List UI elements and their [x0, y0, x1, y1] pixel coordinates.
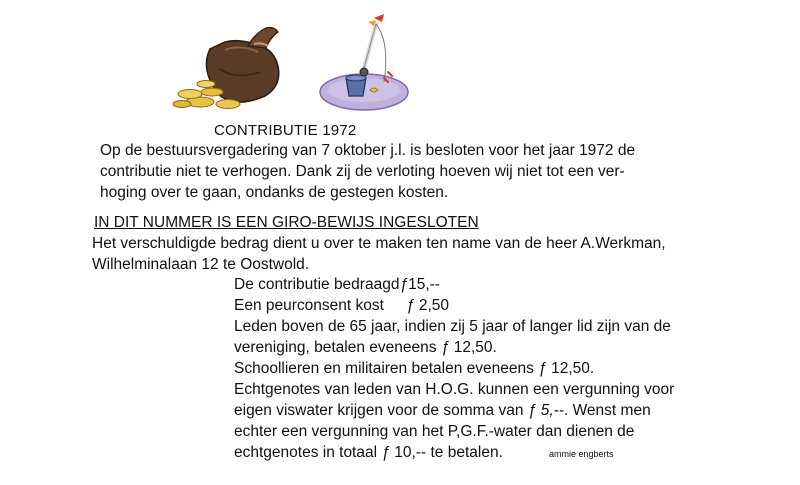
intro-line-3: hoging over te gaan, ondanks de gestegen kosten.: [100, 184, 449, 201]
fee-spouses-rest: . Wenst men: [563, 402, 651, 419]
fee-students-label: Schoollieren en militairen betalen eveneens: [234, 360, 534, 377]
author-credit: ammie engberts: [549, 449, 614, 459]
fishing-rod-in-bucket-icon: [318, 12, 410, 114]
fee-seniors-label: vereniging, betalen eveneens: [234, 339, 437, 356]
fee-spouses-line-4: [234, 443, 503, 463]
fee-junior-label: Een peurconsent kost: [234, 297, 384, 314]
fee-spouses-amount: 5,--: [536, 402, 564, 419]
florin-symbol: ƒ: [399, 276, 409, 293]
florin-symbol: ƒ: [538, 360, 547, 377]
florin-symbol: ƒ: [405, 297, 415, 314]
fee-spouses-total-rest: te betalen.: [426, 444, 503, 461]
fee-seniors-amount: 12,50.: [449, 339, 497, 356]
payment-line-2: Wilhelminalaan 12 te Oostwold.: [92, 256, 310, 273]
fee-junior-amount: 2,50: [414, 297, 450, 314]
fee-contribution-label: De contributie bedraagd: [234, 276, 400, 293]
fee-spouses-line-2: [234, 401, 651, 421]
fee-students: [234, 359, 594, 379]
fee-spouses-total-amount: 10,--: [390, 444, 427, 461]
fee-spouses-label: eigen viswater krijgen voor de somma van: [234, 402, 524, 419]
fee-seniors-line-2: [234, 338, 497, 358]
florin-symbol: ƒ: [381, 444, 390, 461]
fee-contribution-amount: 15,--: [408, 276, 440, 293]
fee-contribution: [234, 275, 440, 295]
giro-notice: IN DIT NUMMER IS EEN GIRO-BEWIJS INGESLOTEN: [94, 214, 479, 231]
florin-symbol: ƒ: [440, 339, 450, 356]
payment-line-1: Het verschuldigde bedrag dient u over te maken ten name van de heer A.Werkman,: [92, 235, 666, 252]
florin-symbol: ƒ: [527, 402, 537, 419]
intro-line-2: contributie niet te verhogen. Dank zij de verloting hoeven wij niet tot een ver-: [100, 163, 625, 180]
fee-spouses-line-1: Echtgenotes van leden van H.O.G. kunnen een vergunning voor: [234, 381, 675, 398]
money-bag-with-coins-icon: [170, 14, 285, 114]
intro-line-1: Op de bestuursvergadering van 7 oktober j.l. is besloten voor het jaar 1972 de: [100, 142, 636, 159]
fee-spouses-line-3: echter een vergunning van het P,G.F.-water dan dienen de: [234, 423, 635, 440]
page-title: CONTRIBUTIE 1972: [214, 122, 357, 139]
fee-junior: [234, 296, 449, 316]
fee-spouses-total-label: echtgenotes in totaal: [234, 444, 378, 461]
fee-seniors-line-1: Leden boven de 65 jaar, indien zij 5 jaar of langer lid zijn van de: [234, 318, 671, 335]
fee-students-amount: 12,50.: [546, 360, 595, 377]
